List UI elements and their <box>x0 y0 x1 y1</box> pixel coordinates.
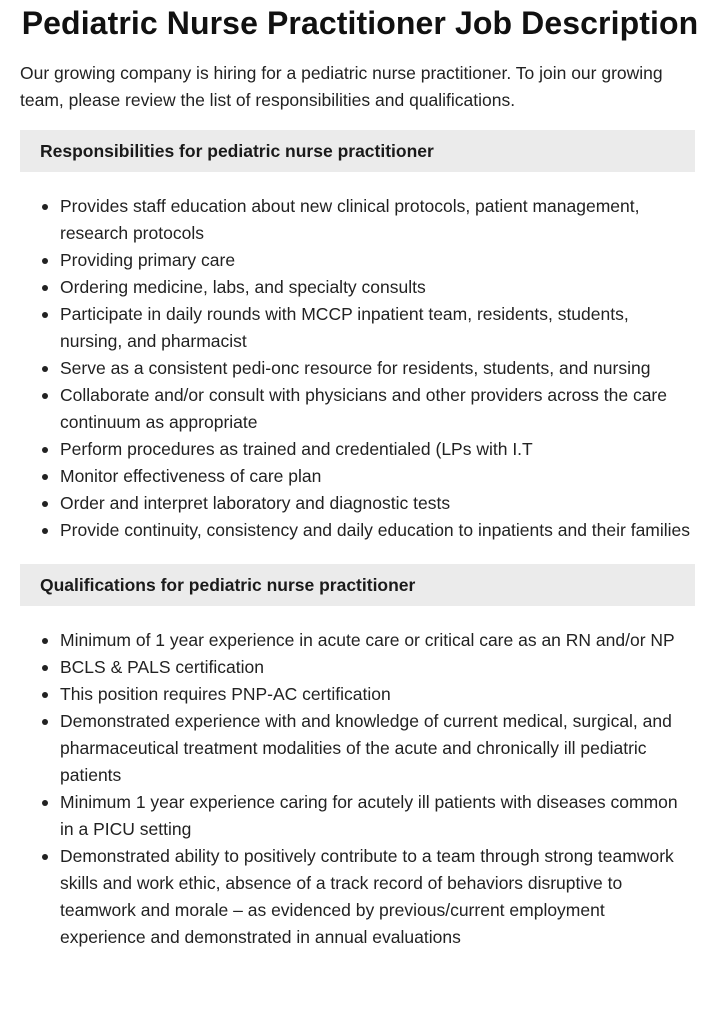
list-item <box>20 247 695 274</box>
list-item-text: Ordering medicine, labs, and specialty consults <box>60 277 426 297</box>
intro-paragraph: Our growing company is hiring for a pediatric nurse practitioner. To join our growing team, please review the list of responsibilities and qualifications. <box>20 63 663 110</box>
page-title: Pediatric Nurse Practitioner Job Description <box>21 5 699 41</box>
list-item <box>20 355 695 382</box>
list-item-text: Provide continuity, consistency and daily education to inpatients and their families <box>60 520 691 540</box>
list-item-text: Serve as a consistent pedi-onc resource for residents, students, and nursing <box>60 358 651 378</box>
list-item-text: Collaborate and/or consult with physicians and other providers across the care continuum as appropriate <box>60 385 667 432</box>
responsibilities-heading: Responsibilities for pediatric nurse practitioner <box>20 130 695 172</box>
qualifications-section <box>0 564 720 951</box>
list-item-text: This position requires PNP-AC certification <box>60 684 391 704</box>
list-item <box>20 490 695 517</box>
bullet-icon <box>42 854 48 860</box>
list-item-text: Minimum of 1 year experience in acute care or critical care as an RN and/or NP <box>60 630 675 650</box>
qualifications-heading: Qualifications for pediatric nurse practitioner <box>20 564 695 606</box>
bullet-icon <box>42 366 48 372</box>
list-item-text: Providing primary care <box>60 250 236 270</box>
bullet-icon <box>42 447 48 453</box>
bullet-icon <box>42 258 48 264</box>
list-item-text: Order and interpret laboratory and diagnostic tests <box>60 493 451 513</box>
bullet-icon <box>42 204 48 210</box>
responsibilities-section <box>0 130 720 544</box>
bullet-icon <box>42 285 48 291</box>
bullet-icon <box>42 312 48 318</box>
bullet-icon <box>42 692 48 698</box>
list-item-text: BCLS & PALS certification <box>60 657 264 677</box>
list-item-text: Provides staff education about new clinical protocols, patient management, research protocols <box>60 196 640 243</box>
list-item-text: Demonstrated experience with and knowledge of current medical, surgical, and pharmaceutical treatment modalities of the acute and chronically ill pediatric patients <box>60 711 672 785</box>
list-item <box>20 843 695 951</box>
list-item-text: Demonstrated ability to positively contribute to a team through strong teamwork skills and work ethic, absence of a track record of behaviors disruptive to teamwork and morale – as evidenced by previous/current employment experience and demonstrated in annual evaluations <box>60 846 674 947</box>
bullet-icon <box>42 501 48 507</box>
responsibilities-list <box>20 193 695 544</box>
list-item-text: Participate in daily rounds with MCCP inpatient team, residents, students, nursing, and pharmacist <box>60 304 629 351</box>
list-item <box>20 436 695 463</box>
list-item <box>20 708 695 789</box>
list-item <box>20 654 695 681</box>
bullet-icon <box>42 638 48 644</box>
list-item <box>20 517 695 544</box>
bullet-icon <box>42 719 48 725</box>
bullet-icon <box>42 528 48 534</box>
bullet-icon <box>42 800 48 806</box>
list-item-text: Monitor effectiveness of care plan <box>60 466 322 486</box>
list-item-text: Minimum 1 year experience caring for acutely ill patients with diseases common in a PICU setting <box>60 792 678 839</box>
list-item <box>20 681 695 708</box>
bullet-icon <box>42 393 48 399</box>
list-item <box>20 193 695 247</box>
bullet-icon <box>42 665 48 671</box>
list-item <box>20 789 695 843</box>
bullet-icon <box>42 474 48 480</box>
list-item <box>20 382 695 436</box>
list-item <box>20 463 695 490</box>
list-item <box>20 627 695 654</box>
list-item-text: Perform procedures as trained and credentialed (LPs with I.T <box>60 439 533 459</box>
list-item <box>20 301 695 355</box>
qualifications-list <box>20 627 695 951</box>
list-item <box>20 274 695 301</box>
